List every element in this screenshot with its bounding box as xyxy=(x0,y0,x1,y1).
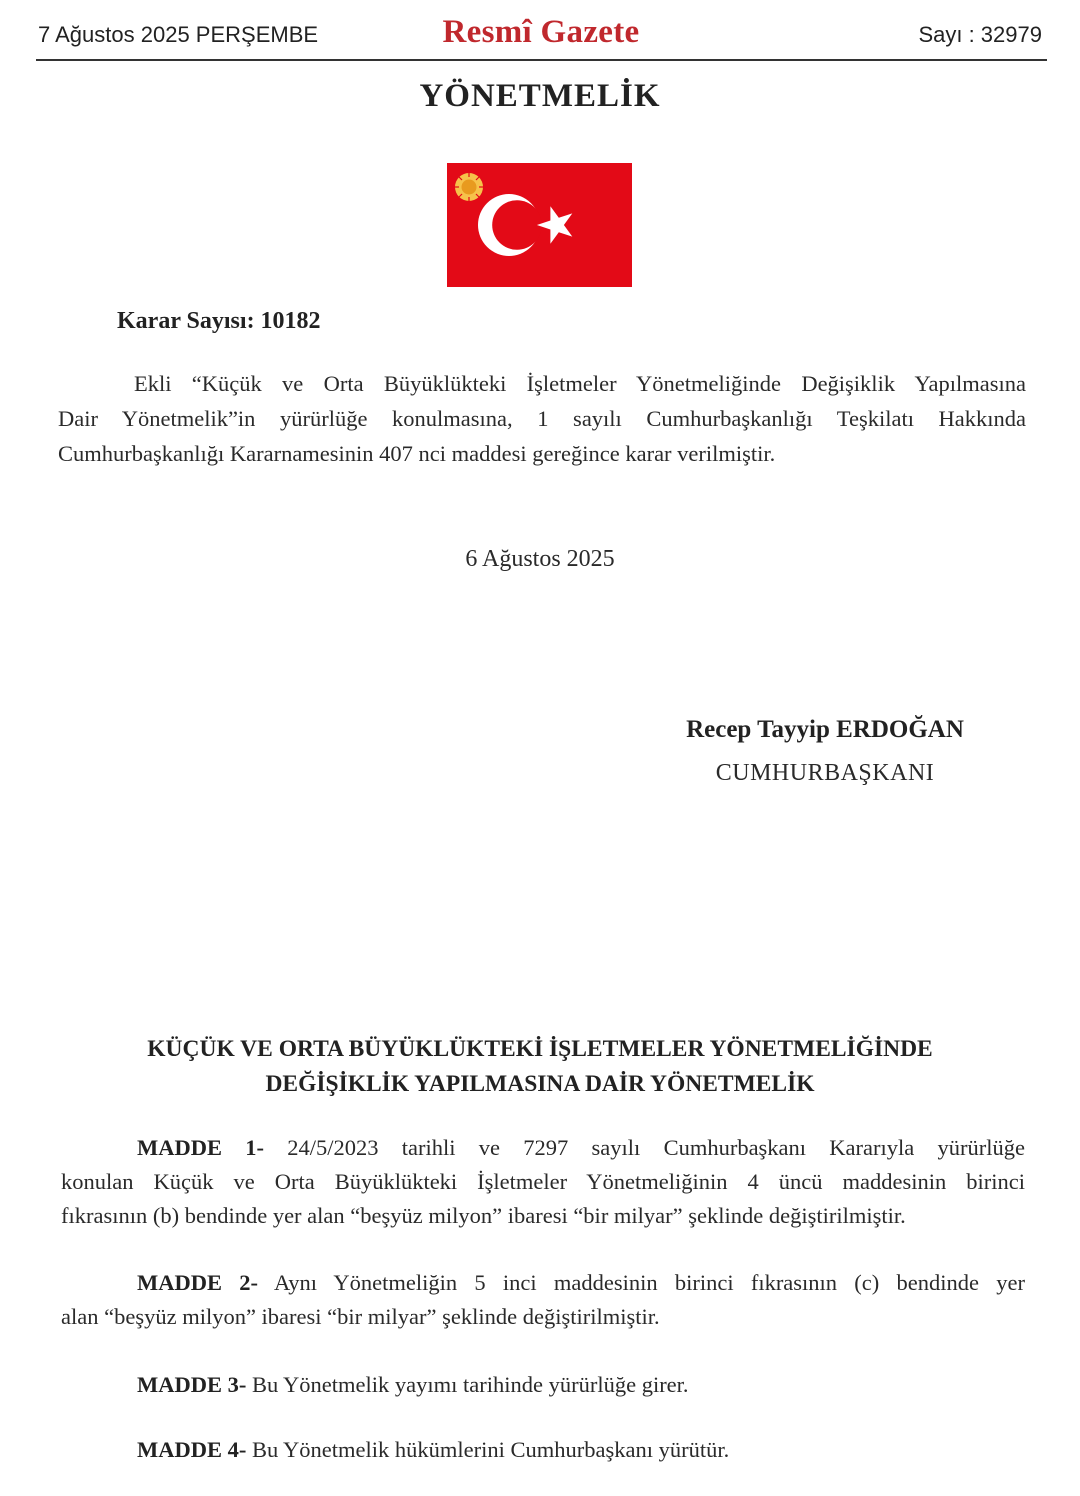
article-1 xyxy=(61,1131,1025,1233)
presidential-flag-icon xyxy=(447,163,632,287)
article-label: MADDE 3- xyxy=(137,1372,247,1397)
article-text: Bu Yönetmelik yayımı tarihinde yürürlüğe girer. xyxy=(251,1372,689,1397)
preamble-line: Cumhurbaşkanlığı Kararnamesinin 407 nci maddesi gereğince karar verilmiştir. xyxy=(58,441,776,466)
preamble-line: Dair Yönetmelik”in yürürlüğe konulmasına, 1 sayılı Cumhurbaşkanlığı Teşkilatı Hakkında xyxy=(58,406,1026,431)
presidential-sun-emblem-inner xyxy=(462,180,477,195)
article-3 xyxy=(61,1368,1025,1402)
article-line xyxy=(61,1131,1025,1165)
regulation-title-line: KÜÇÜK VE ORTA BÜYÜKLÜKTEKİ İŞLETMELER YÖNETMELİĞİNDE xyxy=(147,1036,933,1062)
article-text: 24/5/2023 tarihli ve 7297 sayılı Cumhurbaşkanı Kararıyla yürürlüğe xyxy=(287,1135,1025,1160)
regulation-title xyxy=(0,1032,1080,1102)
signer-title: CUMHURBAŞKANI xyxy=(715,760,935,786)
masthead-divider xyxy=(36,59,1047,61)
article-line xyxy=(61,1433,1025,1467)
article-line xyxy=(61,1266,1025,1300)
gazette-masthead xyxy=(38,14,1044,60)
article-4 xyxy=(61,1433,1025,1467)
flag-graphic xyxy=(447,163,632,287)
article-text: Bu Yönetmelik hükümlerini Cumhurbaşkanı yürütür. xyxy=(251,1437,730,1462)
regulation-title-line: DEĞİŞİKLİK YAPILMASINA DAİR YÖNETMELİK xyxy=(265,1071,815,1097)
decision-number: Karar Sayısı: 10182 xyxy=(117,308,321,334)
article-label: MADDE 1- xyxy=(137,1135,264,1160)
signer-name: Recep Tayyip ERDOĞAN xyxy=(686,716,964,743)
article-label: MADDE 4- xyxy=(137,1437,247,1462)
issue-number: Sayı : 32979 xyxy=(918,22,1042,47)
article-label: MADDE 2- xyxy=(137,1270,258,1295)
document-type-heading: YÖNETMELİK xyxy=(419,78,661,114)
crescent-inner xyxy=(492,200,542,250)
preamble-line: Ekli “Küçük ve Orta Büyüklükteki İşletmeler Yönetmeliğinde Değişiklik Yapılmasına xyxy=(134,371,1026,396)
article-line: fıkrasının (b) bendinde yer alan “beşyüz milyon” ibaresi “bir milyar” şeklinde değiştirilmiştir. xyxy=(61,1203,906,1228)
publication-date: 7 Ağustos 2025 PERŞEMBE xyxy=(38,22,319,47)
article-line: konulan Küçük ve Orta Büyüklükteki İşletmeler Yönetmeliğinin 4 üncü maddesinin birinci xyxy=(61,1169,1025,1194)
article-text: Aynı Yönetmeliğin 5 inci maddesinin birinci fıkrasının (c) bendinde yer xyxy=(274,1270,1025,1295)
gazette-title: Resmî Gazete xyxy=(442,14,640,50)
signing-date: 6 Ağustos 2025 xyxy=(465,546,615,572)
preamble-paragraph xyxy=(58,366,1026,471)
article-line: alan “beşyüz milyon” ibaresi “bir milyar” şeklinde değiştirilmiştir. xyxy=(61,1304,660,1329)
article-2 xyxy=(61,1266,1025,1334)
article-line xyxy=(61,1368,1025,1402)
